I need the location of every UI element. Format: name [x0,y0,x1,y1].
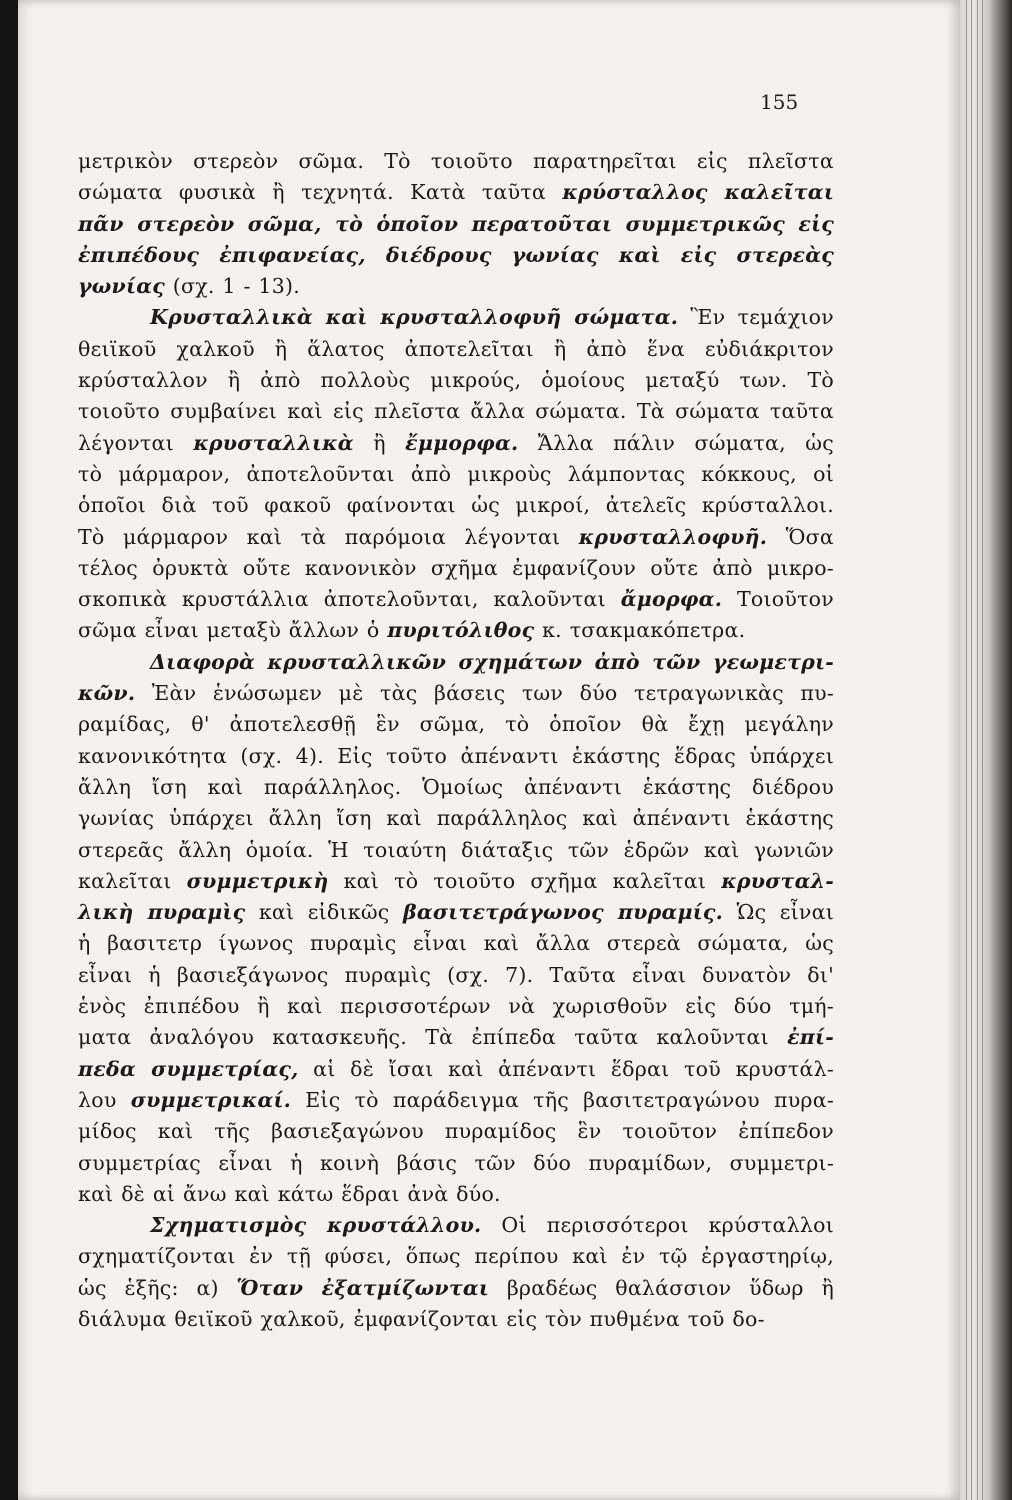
text-line: Κρυσταλλικὰ καὶ κρυσταλλοφυῆ σώματα. Ἓν τεμάχιον [150,305,834,330]
text-line: Διαφορὰ κρυσταλλικῶν σχημάτων ἀπὸ τῶν γεωμετρι- [150,649,834,674]
text-line: κανονικότητα (σχ. 4). Εἰς τοῦτο ἀπέναντι ἑκάστης ἕδρας ὑπάρχει [78,743,834,768]
text-line: Τὸ μάρμαρον καὶ τὰ παρόμοια λέγονται κρυσταλλοφυῆ. Ὅσα [78,524,834,549]
text-line: συμμετρίας εἶναι ἡ κοινὴ βάσις τῶν δύο πυραμίδων, συμμετρι- [78,1150,834,1175]
book-page [18,0,960,1500]
text-line: Σχηματισμὸς κρυστάλλου. Οἱ περισσότεροι κρύσταλλοι [150,1213,834,1238]
text-line: τέλος ὀρυκτὰ οὔτε κανονικὸν σχῆμα ἐμφανίζουν οὔτε ἀπὸ μικρο- [78,555,834,580]
text-line: ἡ βασιτετρ ίγωνος πυραμὶς εἶναι καὶ ἄλλα στερεὰ σώματα, ὡς [78,931,834,956]
text-line: κῶν. Ἐὰν ἑνώσωμεν μὲ τὰς βάσεις των δύο τετραγωνικὰς πυ- [78,681,834,706]
text-line: ὁποῖοι διὰ τοῦ φακοῦ φαίνονται ὡς μικροί, ἀτελεῖς κρύσταλλοι. [78,493,834,518]
text-line: στερεᾶς ἄλλη ὁμοία. Ἡ τοιαύτη διάταξις τῶν ἑδρῶν καὶ γωνιῶν [78,837,834,862]
text-line: σῶμα εἶναι μεταξὺ ἄλλων ὁ πυριτόλιθος κ. τσακμακόπετρα. [78,618,746,643]
book-edge [960,0,1012,1500]
text-line: διάλυμα θειϊκοῦ χαλκοῦ, ἐμφανίζονται εἰς τὸν πυθμένα τοῦ δο- [78,1306,765,1331]
text-line: κρύσταλλον ἢ ἀπὸ πολλοὺς μικρούς, ὁμοίους μεταξύ των. Τὸ [78,368,834,393]
text-line: γωνίας (σχ. 1 - 13). [78,274,301,299]
text-line: σώματα φυσικὰ ἢ τεχνητά. Κατὰ ταῦτα κρύσταλλος καλεῖται [78,180,834,205]
text-line: ἄλλη ἴση καὶ παράλληλος. Ὁμοίως ἀπέναντι ἑκάστης διέδρου [78,774,834,799]
text-line: πεδα συμμετρίας, αἱ δὲ ἴσαι καὶ ἀπέναντι ἕδραι τοῦ κρυστάλ- [78,1056,834,1081]
text-line: μετρικὸν στερεὸν σῶμα. Τὸ τοιοῦτο παρατηρεῖται εἰς πλεῖστα [78,149,834,173]
text-line: εἶναι ἡ βασιεξάγωνος πυραμὶς (σχ. 7). Ταῦτα εἶναι δυνατὸν δι' [78,962,834,987]
text-line: σχηματίζονται ἐν τῇ φύσει, ὅπως περίπου καὶ ἐν τῷ ἐργαστηρίῳ, [78,1244,834,1269]
text-line: πᾶν στερεὸν σῶμα, τὸ ὁποῖον περατοῦται συμμετρικῶς εἰς [78,211,834,236]
text-line: τὸ μάρμαρον, ἀποτελοῦνται ἀπὸ μικροὺς λάμποντας κόκκους, οἱ [78,461,834,486]
text-line: μίδος καὶ τῆς βασιεξαγώνου πυραμίδος ἓν τοιοῦτον ἐπίπεδον [78,1119,834,1144]
text-line: λικὴ πυραμὶς καὶ εἰδικῶς βασιτετράγωνος πυραμίς. Ὡς εἶναι [78,900,834,925]
text-line: λου συμμετρικαί. Εἰς τὸ παράδειγμα τῆς βασιτετραγώνου πυρα- [78,1087,834,1112]
text-line: λέγονται κρυσταλλικὰ ἢ ἔμμορφα. Ἄλλα πάλιν σώματα, ὡς [78,430,834,455]
page-number: 155 [760,90,799,114]
text-line: θειϊκοῦ χαλκοῦ ἢ ἅλατος ἀποτελεῖται ἢ ἀπὸ ἕνα εὐδιάκριτον [78,336,834,361]
body-text [78,146,834,1335]
text-line: σκοπικὰ κρυστάλλια ἀποτελοῦνται, καλοῦνται ἄμορφα. Τοιοῦτον [78,587,834,612]
text-line: τοιοῦτο συμβαίνει καὶ εἰς πλεῖστα ἄλλα σώματα. Τὰ σώματα ταῦτα [78,399,834,424]
text-line: καὶ δὲ αἱ ἄνω καὶ κάτω ἕδραι ἀνὰ δύο. [78,1181,501,1206]
text-line: γωνίας ὑπάρχει ἄλλη ἴση καὶ παράλληλος καὶ ἀπέναντι ἑκάστης [78,806,834,831]
text-line: ματα ἀναλόγου κατασκευῆς. Τὰ ἐπίπεδα ταῦτα καλοῦνται ἐπί- [78,1025,834,1050]
text-line: ραμίδας, θ' ἀποτελεσθῇ ἓν σῶμα, τὸ ὁποῖον θὰ ἔχῃ μεγάλην [78,712,834,737]
text-line: καλεῖται συμμετρικὴ καὶ τὸ τοιοῦτο σχῆμα καλεῖται κρυσταλ- [78,868,835,893]
text-line: ὡς ἑξῆς: α) Ὅταν ἐξατμίζωνται βραδέως θαλάσσιον ὕδωρ ἢ [78,1275,834,1300]
text-line: ἑνὸς ἐπιπέδου ἢ καὶ περισσοτέρων νὰ χωρισθοῦν εἰς δύο τμή- [78,994,834,1019]
text-line: ἐπιπέδους ἐπιφανείας, διέδρους γωνίας καὶ εἰς στερεὰς [78,242,834,267]
